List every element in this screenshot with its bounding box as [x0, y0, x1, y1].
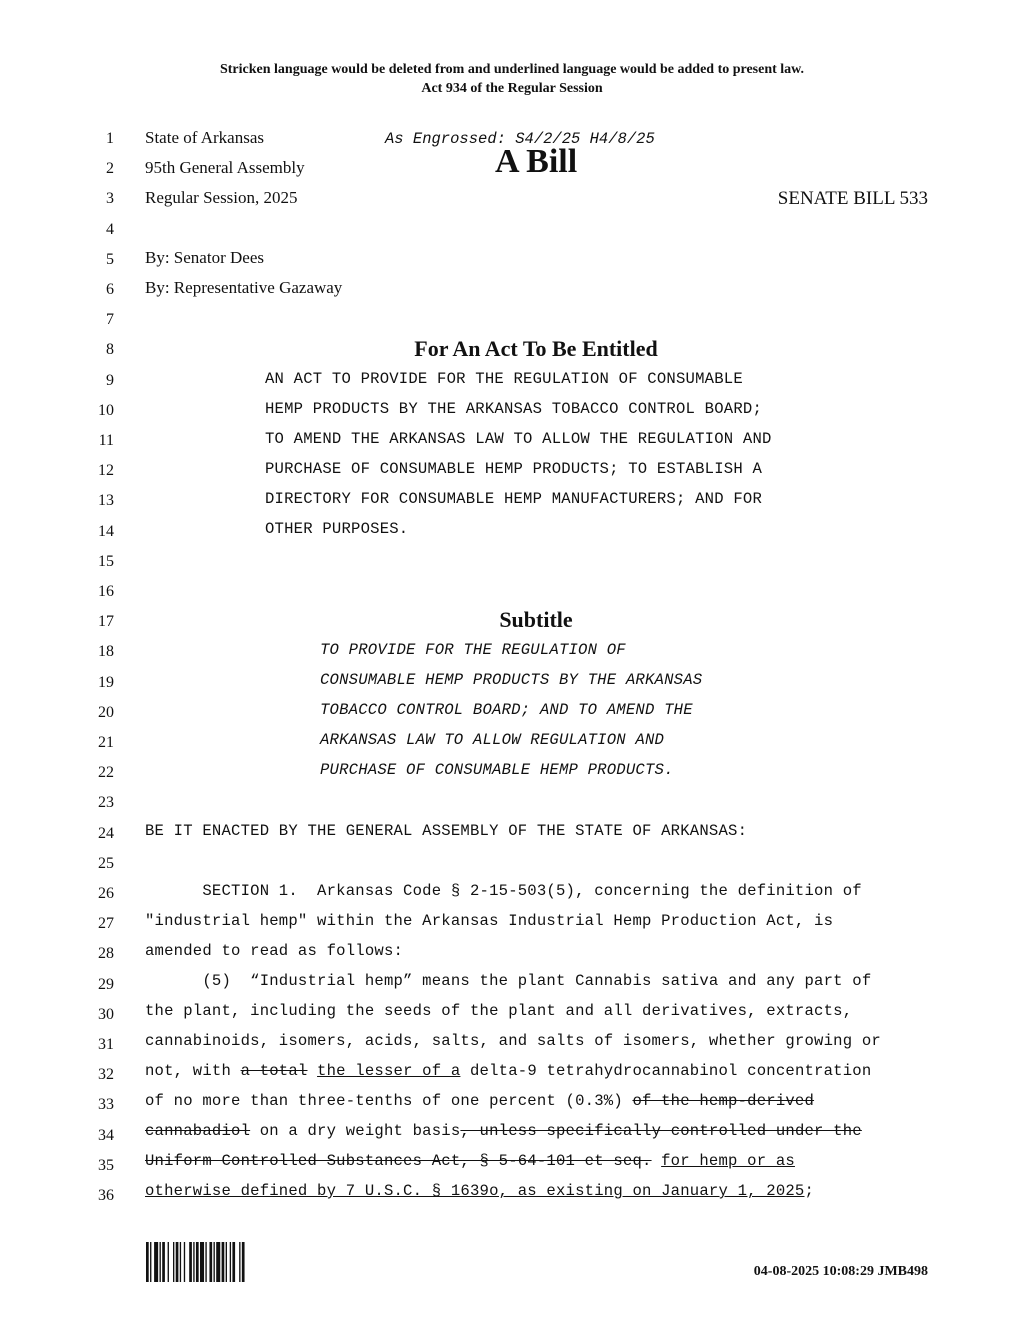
- line-number: 23: [98, 794, 114, 812]
- subtitle-line: ARKANSAS LAW TO ALLOW REGULATION AND: [320, 731, 665, 749]
- barcode-bar: [242, 1242, 245, 1282]
- title-line: PURCHASE OF CONSUMABLE HEMP PRODUCTS; TO ESTABLISH A: [265, 460, 763, 478]
- line-number: 7: [106, 311, 114, 329]
- line-number: 27: [98, 915, 114, 933]
- line-number: 29: [98, 975, 114, 993]
- state-name: State of Arkansas: [145, 128, 264, 147]
- title-line: DIRECTORY FOR CONSUMABLE HEMP MANUFACTURERS; AND FOR: [265, 490, 763, 508]
- footer-timestamp: 04-08-2025 10:08:29 JMB498: [753, 1264, 928, 1279]
- body-text: delta-9 tetrahydrocannabinol concentration: [460, 1062, 872, 1080]
- barcode-bar: [226, 1242, 227, 1282]
- line-number: 28: [98, 945, 114, 963]
- subtitle-line: PURCHASE OF CONSUMABLE HEMP PRODUCTS.: [320, 761, 674, 779]
- line-number: 6: [106, 281, 114, 298]
- line-number: 2: [106, 160, 114, 178]
- body-text: [652, 1152, 662, 1170]
- barcode-bar: [173, 1242, 174, 1282]
- title-line: TO AMEND THE ARKANSAS LAW TO ALLOW THE REGULATION AND: [265, 430, 772, 448]
- line-number: 36: [98, 1187, 114, 1204]
- line-number: 20: [98, 703, 114, 721]
- barcode-bar: [222, 1242, 225, 1282]
- barcode-bar: [205, 1242, 206, 1282]
- body-line: amended to read as follows:: [145, 942, 404, 960]
- barcode-bar: [230, 1242, 231, 1282]
- barcode-bar: [146, 1242, 149, 1282]
- line-number: 25: [98, 854, 114, 872]
- body-line: the plant, including the seeds of the plant and all derivatives, extracts,: [145, 1002, 853, 1020]
- enacting-clause: BE IT ENACTED BY THE GENERAL ASSEMBLY OF THE STATE OF ARKANSAS:: [145, 822, 748, 840]
- line-number: 14: [98, 522, 114, 540]
- line-number: 8: [106, 341, 114, 359]
- body-text: on a dry weight basis: [250, 1122, 461, 1140]
- barcode-bar: [154, 1242, 158, 1282]
- barcode-bar: [200, 1242, 204, 1282]
- stricken-text: a total: [240, 1062, 308, 1080]
- line-number: 9: [106, 371, 114, 389]
- line-number: 15: [98, 552, 114, 570]
- inserted-text: otherwise defined by 7 U.S.C. § 1639o, as existing on January 1, 2025: [145, 1182, 805, 1200]
- barcode-image: [146, 1242, 274, 1282]
- title-line: HEMP PRODUCTS BY THE ARKANSAS TOBACCO CONTROL BOARD;: [265, 400, 763, 418]
- stricken-text: Uniform Controlled Substances Act, § 5-64-101 et seq.: [145, 1152, 652, 1170]
- inserted-text: for hemp or as: [661, 1152, 795, 1170]
- body-text: ;: [804, 1182, 815, 1200]
- line-number: 17: [98, 613, 114, 631]
- amendment-notice: Stricken language would be deleted from and underlined language would be added to present law.: [219, 62, 805, 77]
- barcode-bar: [239, 1242, 240, 1282]
- engrossed-note: As Engrossed: S4/2/25 H4/8/25: [385, 130, 655, 148]
- line-number: 31: [98, 1036, 114, 1053]
- inserted-text: the lesser of a: [317, 1062, 461, 1080]
- barcode-bar: [214, 1242, 215, 1282]
- stricken-text: of the hemp-derived: [632, 1092, 815, 1110]
- stricken-text: , unless specifically controlled under the: [460, 1122, 862, 1140]
- body-text: not, with: [145, 1062, 241, 1080]
- barcode-bar: [193, 1242, 194, 1282]
- line-number: 32: [98, 1066, 114, 1084]
- line-number: 33: [98, 1096, 114, 1114]
- line-number: 4: [106, 220, 114, 238]
- sponsor-senate: By: Senator Dees: [145, 248, 264, 267]
- line-number: 16: [98, 583, 114, 600]
- line-number: 5: [106, 250, 114, 268]
- act-number: Act 934 of the Regular Session: [421, 81, 603, 96]
- line-number: 35: [98, 1156, 114, 1174]
- line-number: 19: [98, 673, 114, 691]
- general-assembly: 95th General Assembly: [145, 158, 305, 177]
- session: Regular Session, 2025: [145, 188, 298, 207]
- title-line: AN ACT TO PROVIDE FOR THE REGULATION OF CONSUMABLE: [265, 370, 743, 388]
- body-line: [145, 1182, 814, 1200]
- barcode-bar: [180, 1242, 181, 1282]
- barcode-bar: [184, 1242, 185, 1282]
- line-number: 3: [106, 190, 114, 208]
- barcode-bar: [189, 1242, 192, 1282]
- line-number: 18: [98, 643, 114, 661]
- subtitle-line: TOBACCO CONTROL BOARD; AND TO AMEND THE: [320, 701, 693, 719]
- document-type: A Bill: [495, 143, 578, 180]
- body-text: [307, 1062, 317, 1080]
- sponsor-house: By: Representative Gazaway: [145, 278, 343, 297]
- title-heading: For An Act To Be Entitled: [414, 336, 658, 361]
- line-number: 10: [98, 401, 114, 419]
- body-line: [145, 1092, 814, 1110]
- bill-number: SENATE BILL 533: [777, 188, 928, 209]
- body-line: [145, 1152, 795, 1170]
- title-line: OTHER PURPOSES.: [265, 520, 409, 538]
- barcode-bar: [196, 1242, 199, 1282]
- line-number: 34: [98, 1126, 114, 1144]
- line-number: 13: [98, 492, 114, 510]
- barcode-bar: [209, 1242, 212, 1282]
- line-number: 22: [98, 764, 114, 782]
- line-number: 12: [98, 462, 114, 480]
- line-number: 30: [98, 1005, 114, 1023]
- barcode-bar: [216, 1242, 220, 1282]
- body-line: [145, 1062, 871, 1080]
- barcode-bar: [232, 1242, 235, 1282]
- barcode-bar: [176, 1242, 179, 1282]
- body-line: "industrial hemp" within the Arkansas Industrial Hemp Production Act, is: [145, 912, 834, 930]
- barcode-bar: [160, 1242, 161, 1282]
- body-line: SECTION 1. Arkansas Code § 2-15-503(5), concerning the definition of: [145, 882, 862, 900]
- body-line: (5) “Industrial hemp” means the plant Cannabis sativa and any part of: [145, 972, 872, 990]
- subtitle-line: TO PROVIDE FOR THE REGULATION OF: [320, 641, 626, 659]
- body-line: [145, 1122, 862, 1140]
- body-text: of no more than three-tenths of one percent (0.3%): [145, 1092, 633, 1110]
- line-number: 21: [98, 734, 114, 751]
- stricken-text: cannabadiol: [145, 1122, 251, 1140]
- line-number: 1: [106, 130, 114, 147]
- line-number: 26: [98, 885, 114, 902]
- barcode-bar: [150, 1242, 151, 1282]
- barcode-bar: [168, 1242, 169, 1282]
- barcode-bar: [162, 1242, 165, 1282]
- line-number: 11: [98, 432, 114, 449]
- line-number: 24: [98, 824, 114, 842]
- body-line: cannabinoids, isomers, acids, salts, and salts of isomers, whether growing or: [145, 1032, 881, 1050]
- subtitle-line: CONSUMABLE HEMP PRODUCTS BY THE ARKANSAS: [320, 671, 703, 689]
- subtitle-heading: Subtitle: [499, 607, 573, 632]
